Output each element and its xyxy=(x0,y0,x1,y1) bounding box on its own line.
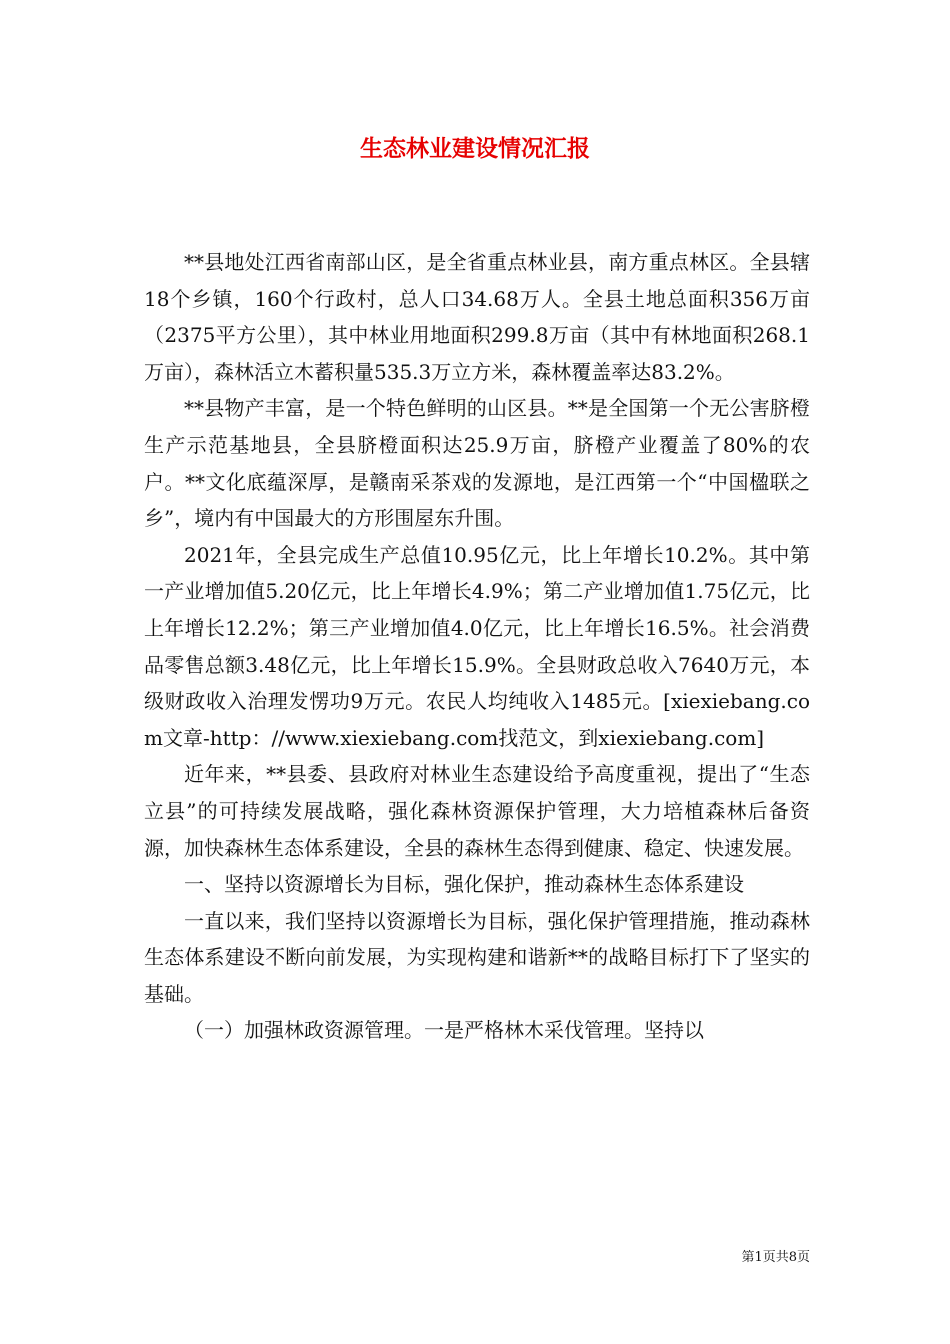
page-number-footer: 第1页共8页 xyxy=(741,1250,810,1265)
paragraph-subsection-1: （一）加强林政资源管理。一是严格林木采伐管理。坚持以 xyxy=(184,1018,704,1043)
document-body xyxy=(144,244,810,1049)
paragraph-products: **县物产丰富，是一个特色鲜明的山区县。**是全国第一个无公害脐橙生产示范基地县，全县脐橙面积达25.9万亩，脐橙产业覆盖了80%的农户。**文化底蕴深厚，是赣南采茶戏的发源地，是江西第一个“中国楹联之乡”，境内有中国最大的方形围屋东升围。 xyxy=(144,396,810,531)
section-heading-1: 一、坚持以资源增长为目标，强化保护，推动森林生态体系建设 xyxy=(184,872,744,897)
paragraph-overview: **县地处江西省南部山区，是全省重点林业县，南方重点林区。全县辖18个乡镇，160个行政村，总人口34.68万人。全县土地总面积356万亩（2375平方公里），其中林业用地面积299.8万亩（其中有林地面积268.1万亩），森林活立木蓄积量535.3万立方米，森林覆盖率达83.2%。 xyxy=(144,250,810,384)
paragraph-economy: 2021年，全县完成生产总值10.95亿元，比上年增长10.2%。其中第一产业增加值5.20亿元，比上年增长4.9%；第二产业增加值1.75亿元，比上年增长12.2%；第三产业增加值4.0亿元，比上年增长16.5%。社会消费品零售总额3.48亿元，比上年增长15.9%。全县财政总收入7640万元，本级财政收入治理发愣功9万元。农民人均纯收入1485元。[xiexiebang.com文章-http：//www.xiexiebang.com找范文，到xiexiebang.com] xyxy=(144,542,810,750)
paragraph-policy: 近年来，**县委、县政府对林业生态建设给予高度重视，提出了“生态立县”的可持续发展战略，强化森林资源保护管理，大力培植森林后备资源，加快森林生态体系建设，全县的森林生态得到健康、稳定、快速发展。 xyxy=(144,762,810,860)
document-title: 生态林业建设情况汇报 xyxy=(360,136,590,162)
paragraph-section-intro: 一直以来，我们坚持以资源增长为目标，强化保护管理措施，推动森林生态体系建设不断向前发展，为实现构建和谐新**的战略目标打下了坚实的基础。 xyxy=(144,908,810,1006)
